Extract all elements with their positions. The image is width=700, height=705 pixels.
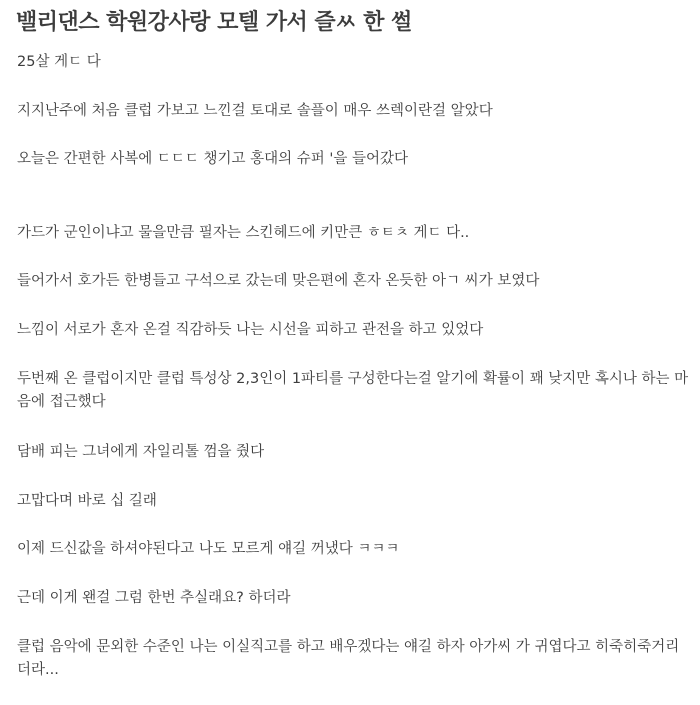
post-line: 담배 피는 그녀에게 자일리톨 껌을 줬다 — [17, 444, 265, 460]
post-line: 25살 게ㄷ 다 — [17, 54, 101, 70]
post-line: 클럽 음악에 문외한 수준인 나는 이실직고를 하고 배우겠다는 얘길 하자 아가씨 가 귀엽다고 히죽히죽거리더라... — [17, 639, 680, 678]
post-line: 오늘은 간편한 사복에 ㄷㄷㄷ 챙기고 홍대의 슈퍼 '을 들어갔다 — [17, 151, 409, 167]
post-line: 들어가서 호가든 한병들고 구석으로 갔는데 맞은편에 혼자 온듯한 아ㄱ 씨가 보였다 — [17, 273, 540, 289]
post-title: 밸리댄스 학원강사랑 모텔 가서 즐ㅆ 한 썰 — [16, 10, 412, 35]
post-line: 근데 이게 왠걸 그럼 한번 추실래요? 하더라 — [17, 590, 291, 606]
post-line: 가드가 군인이냐고 물을만큼 필자는 스킨헤드에 키만큰 ㅎㅌㅊ 게ㄷ 다.. — [17, 225, 470, 241]
post-line: 고맙다며 바로 십 길래 — [17, 493, 157, 509]
post-line: 이제 드신값을 하셔야된다고 나도 모르게 얘길 꺼냈다 ㅋㅋㅋ — [17, 541, 400, 557]
post-line: 지지난주에 처음 클럽 가보고 느낀걸 토대로 솔플이 매우 쓰렉이란걸 알았다 — [17, 103, 493, 119]
post-line: 느낌이 서로가 혼자 온걸 직감하듯 나는 시선을 피하고 관전을 하고 있었다 — [17, 322, 484, 338]
post-line: 두번째 온 클럽이지만 클럽 특성상 2,3인이 1파티를 구성한다는걸 알기에 확률이 꽤 낮지만 혹시나 하는 마음에 접근했다 — [17, 371, 689, 410]
